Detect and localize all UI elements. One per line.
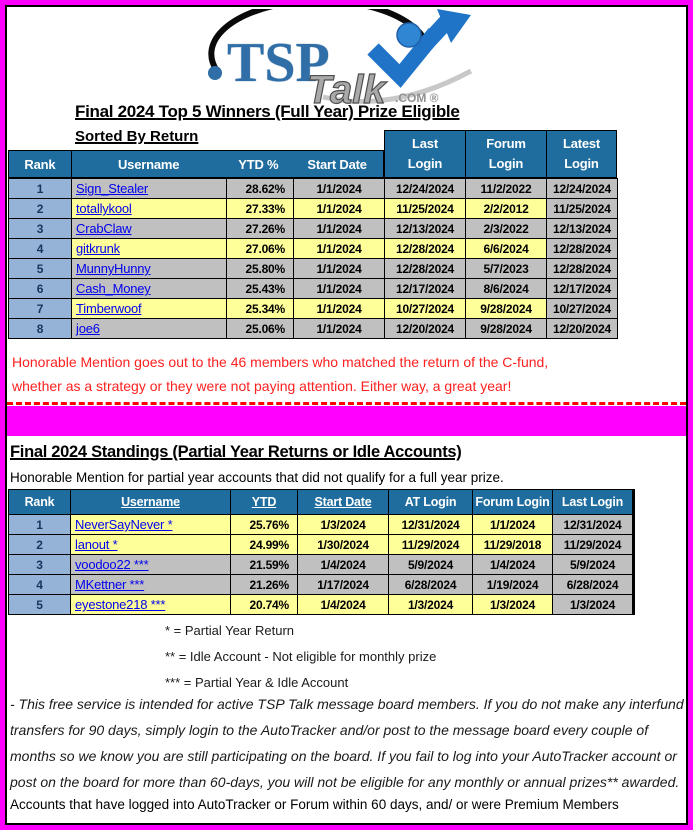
header-forum-login: Forum Login xyxy=(473,490,552,514)
username-link[interactable]: NeverSayNever * xyxy=(75,517,173,532)
rank-cell: 2 xyxy=(9,199,71,218)
magenta-band xyxy=(7,406,686,436)
username-link[interactable]: joe6 xyxy=(76,321,100,336)
table-row xyxy=(9,199,617,218)
ytd-cell: 27.26% xyxy=(227,219,293,238)
last-login-cell: 12/28/2024 xyxy=(385,239,465,258)
start-date-cell: 1/4/2024 xyxy=(298,595,388,614)
table-row xyxy=(9,239,617,258)
latest-login-cell: 12/17/2024 xyxy=(547,279,617,298)
forum-login-cell: 1/4/2024 xyxy=(473,555,552,574)
header-last-login xyxy=(385,131,465,177)
start-date-cell: 1/1/2024 xyxy=(294,219,384,238)
rank-cell: 8 xyxy=(9,319,71,338)
start-date-cell: 1/3/2024 xyxy=(298,515,388,534)
last-login-cell: 11/29/2024 xyxy=(553,535,632,554)
username-cell xyxy=(72,319,226,338)
last-login-cell: 11/25/2024 xyxy=(385,199,465,218)
forum-login-cell: 6/6/2024 xyxy=(466,239,546,258)
table-row xyxy=(9,279,617,298)
header-line: Login xyxy=(488,156,524,171)
table-row xyxy=(9,319,617,338)
forum-login-cell: 2/3/2022 xyxy=(466,219,546,238)
table-row xyxy=(9,179,617,198)
username-link[interactable]: totallykool xyxy=(76,201,132,216)
forum-login-cell: 2/2/2012 xyxy=(466,199,546,218)
start-date-cell: 1/30/2024 xyxy=(298,535,388,554)
username-cell xyxy=(72,259,226,278)
username-cell xyxy=(72,219,226,238)
section2-title: Final 2024 Standings (Partial Year Returns or Idle Accounts) xyxy=(10,443,462,461)
at-login-cell: 6/28/2024 xyxy=(389,575,472,594)
latest-login-cell: 12/24/2024 xyxy=(547,179,617,198)
rank-cell: 3 xyxy=(9,219,71,238)
footer-note: Accounts that have logged into AutoTracker or Forum within 60 days, and/ or were Premium Members xyxy=(10,797,619,812)
content-area xyxy=(5,5,688,825)
footnotes xyxy=(165,618,436,696)
latest-login-cell: 11/25/2024 xyxy=(547,199,617,218)
username-cell xyxy=(71,515,230,534)
ytd-cell: 25.34% xyxy=(227,299,293,318)
rank-cell: 1 xyxy=(9,515,70,534)
table-row xyxy=(9,555,634,574)
last-login-cell: 10/27/2024 xyxy=(385,299,465,318)
footnote-idle-account: ** = Idle Account - Not eligible for monthly prize xyxy=(165,649,437,664)
table2-header-row xyxy=(9,490,634,514)
forum-login-cell: 11/2/2022 xyxy=(466,179,546,198)
forum-login-cell: 9/28/2024 xyxy=(466,319,546,338)
header-ytd: YTD xyxy=(231,490,297,514)
last-login-cell: 1/3/2024 xyxy=(553,595,632,614)
forum-login-cell: 1/19/2024 xyxy=(473,575,552,594)
at-login-cell: 1/3/2024 xyxy=(389,595,472,614)
note-line: Honorable Mention goes out to the 46 members who matched the return of the C-fund, xyxy=(12,354,549,370)
logo-dot xyxy=(208,66,222,80)
ytd-cell: 25.43% xyxy=(227,279,293,298)
start-date-cell: 1/1/2024 xyxy=(294,179,384,198)
last-login-cell: 12/24/2024 xyxy=(385,179,465,198)
forum-login-cell: 11/29/2018 xyxy=(473,535,552,554)
latest-login-cell: 10/27/2024 xyxy=(547,299,617,318)
section2-subtitle: Honorable Mention for partial year accounts that did not qualify for a full year prize. xyxy=(10,470,504,485)
header-rank: Rank xyxy=(9,490,70,514)
table-row xyxy=(9,515,634,534)
header-forum-login xyxy=(466,131,546,177)
footnote-partial-year: * = Partial Year Return xyxy=(165,623,294,638)
rank-cell: 7 xyxy=(9,299,71,318)
rank-cell: 1 xyxy=(9,179,71,198)
at-login-cell: 11/29/2024 xyxy=(389,535,472,554)
rank-cell: 4 xyxy=(9,575,70,594)
honorable-mention-note xyxy=(12,350,548,398)
logo-talk-text: Talk xyxy=(307,68,386,105)
header-start-date: Start Date xyxy=(307,156,367,172)
header-line: Forum xyxy=(486,135,526,151)
username-cell xyxy=(72,279,226,298)
last-login-cell: 12/17/2024 xyxy=(385,279,465,298)
ytd-cell: 25.76% xyxy=(231,515,297,534)
table-row xyxy=(9,259,617,278)
header-rank: Rank xyxy=(9,151,72,177)
table-row xyxy=(9,575,634,594)
rank-cell: 5 xyxy=(9,259,71,278)
last-login-cell: 6/28/2024 xyxy=(553,575,632,594)
header-line: Latest xyxy=(562,135,601,151)
username-link[interactable]: voodoo22 *** xyxy=(75,557,149,572)
last-login-cell: 12/28/2024 xyxy=(385,259,465,278)
logo-figure-icon xyxy=(373,9,471,76)
username-link[interactable]: Cash_Money xyxy=(76,281,151,296)
forum-login-cell: 5/7/2023 xyxy=(466,259,546,278)
table1-header-row xyxy=(8,150,384,178)
header-latest-login xyxy=(547,131,616,177)
username-link[interactable]: MKettner *** xyxy=(75,577,145,592)
start-date-cell: 1/1/2024 xyxy=(294,279,384,298)
last-login-cell: 12/13/2024 xyxy=(385,219,465,238)
note-line: whether as a strategy or they were not paying attention. Either way, a great year! xyxy=(12,378,512,394)
header-at-login: AT Login xyxy=(389,490,472,514)
header-username: Username xyxy=(71,490,230,514)
logo-tsp-text: TSP xyxy=(227,32,330,94)
rank-cell: 6 xyxy=(9,279,71,298)
ytd-cell: 27.33% xyxy=(227,199,293,218)
disclaimer-paragraph: - This free service is intended for active TSP Talk message board members. If you do not make any interfund transfers for 90 days, simply login to the AutoTracker and/or post to the message board every couple of months so we know you are still participating on the board. If you fail to log into your AutoTracker account or post on the board for more than 60-days, you will not be eligible for any monthly or annual prizes** awarded. xyxy=(10,696,684,790)
ytd-cell: 27.06% xyxy=(227,239,293,258)
username-link[interactable]: MunnyHunny xyxy=(76,261,151,276)
forum-login-cell: 1/3/2024 xyxy=(473,595,552,614)
footnote-partial-idle: *** = Partial Year & Idle Account xyxy=(165,675,349,690)
start-date-cell: 1/4/2024 xyxy=(298,555,388,574)
ytd-cell: 28.62% xyxy=(227,179,293,198)
table-row xyxy=(9,299,617,318)
header-start-date: Start Date xyxy=(298,490,388,514)
username-cell xyxy=(72,199,226,218)
start-date-cell: 1/1/2024 xyxy=(294,299,384,318)
username-cell xyxy=(71,575,230,594)
section1-title: Final 2024 Top 5 Winners (Full Year) Prize Eligible xyxy=(75,102,460,121)
rank-cell: 5 xyxy=(9,595,70,614)
latest-login-cell: 12/28/2024 xyxy=(547,259,617,278)
dashed-divider xyxy=(7,402,686,405)
forum-login-cell: 9/28/2024 xyxy=(466,299,546,318)
username-cell xyxy=(72,239,226,258)
table-row xyxy=(9,535,634,554)
tsptalk-logo xyxy=(203,9,513,105)
username-link[interactable]: eyestone218 *** xyxy=(75,597,166,612)
username-link[interactable]: gitkrunk xyxy=(76,241,120,256)
table-row xyxy=(9,219,617,238)
header-ytd: YTD % xyxy=(238,156,279,172)
latest-login-cell: 12/20/2024 xyxy=(547,319,617,338)
ytd-cell: 21.26% xyxy=(231,575,297,594)
username-cell xyxy=(72,179,226,198)
start-date-cell: 1/1/2024 xyxy=(294,199,384,218)
table2 xyxy=(8,489,635,615)
forum-login-cell: 1/1/2024 xyxy=(473,515,552,534)
username-link[interactable]: CrabClaw xyxy=(76,221,132,236)
table1 xyxy=(8,178,618,339)
start-date-cell: 1/1/2024 xyxy=(294,259,384,278)
last-login-cell: 5/9/2024 xyxy=(553,555,632,574)
header-line: Login xyxy=(564,156,599,171)
last-login-cell: 12/31/2024 xyxy=(553,515,632,534)
logo-com-text: .COM ® xyxy=(395,91,439,105)
ytd-cell: 21.59% xyxy=(231,555,297,574)
username-cell xyxy=(72,299,226,318)
username-cell xyxy=(71,555,230,574)
at-login-cell: 12/31/2024 xyxy=(389,515,472,534)
header-last-login: Last Login xyxy=(553,490,632,514)
header-username: Username xyxy=(117,156,180,172)
section1-subtitle: Sorted By Return xyxy=(75,128,199,145)
header-line: Last xyxy=(412,135,438,151)
rank-cell: 3 xyxy=(9,555,70,574)
start-date-cell: 1/1/2024 xyxy=(294,239,384,258)
last-login-cell: 12/20/2024 xyxy=(385,319,465,338)
at-login-cell: 5/9/2024 xyxy=(389,555,472,574)
table1-login-headers xyxy=(384,130,617,178)
username-cell xyxy=(71,535,230,554)
header-line: Login xyxy=(407,156,443,171)
ytd-cell: 20.74% xyxy=(231,595,297,614)
username-cell xyxy=(71,595,230,614)
ytd-cell: 25.06% xyxy=(227,319,293,338)
start-date-cell: 1/17/2024 xyxy=(298,575,388,594)
latest-login-cell: 12/28/2024 xyxy=(547,239,617,258)
rank-cell: 4 xyxy=(9,239,71,258)
ytd-cell: 25.80% xyxy=(227,259,293,278)
ytd-cell: 24.99% xyxy=(231,535,297,554)
table-row xyxy=(9,595,634,614)
rank-cell: 2 xyxy=(9,535,70,554)
username-link[interactable]: lanout * xyxy=(75,537,118,552)
username-link[interactable]: Sign_Stealer xyxy=(76,181,149,196)
start-date-cell: 1/1/2024 xyxy=(294,319,384,338)
username-link[interactable]: Timberwoof xyxy=(76,301,142,316)
forum-login-cell: 8/6/2024 xyxy=(466,279,546,298)
latest-login-cell: 12/13/2024 xyxy=(547,219,617,238)
